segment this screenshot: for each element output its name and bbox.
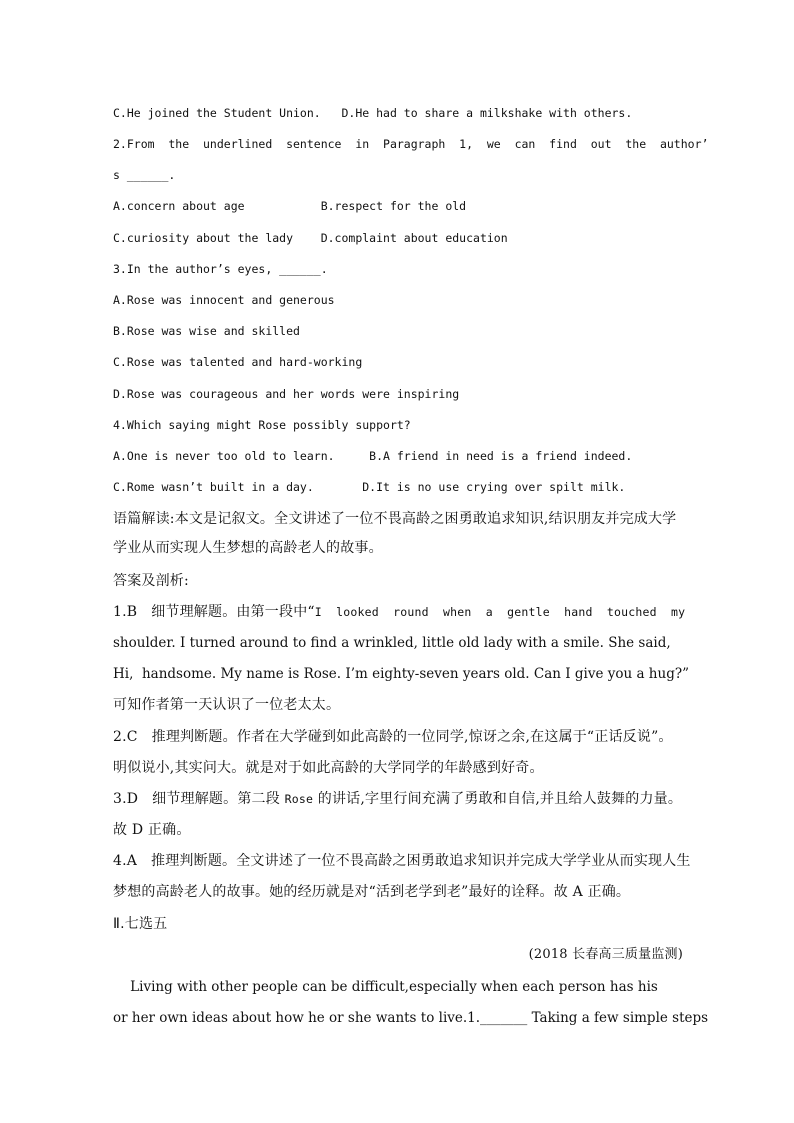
answers-title: 答案及剖析: [113, 573, 189, 589]
q4-options-ab: A.One is never too old to learn. B.A friend in need is a friend indeed. [113, 449, 633, 463]
q2-stem: 2.From the underlined sentence in Paragraph 1, we can find out the author’ [113, 137, 709, 151]
passage-line-2: or her own ideas about how he or she wants to live.1._______ Taking a few simple steps [113, 1010, 709, 1026]
q4-stem: 4.Which saying might Rose possibly support? [113, 418, 411, 432]
answer-3-rose: Rose [284, 792, 314, 806]
answer-1-quote-c: Hi, handsome. My name is Rose. I’m eighty-seven years old. Can I give you a hug?” [113, 666, 689, 682]
passage-line-1: Living with other people can be difficult,especially when each person has his [113, 979, 658, 995]
q2-options-ab: A.concern about age B.respect for the old [113, 199, 467, 213]
q2-options-cd: C.curiosity about the lady D.complaint about education [113, 231, 508, 245]
answer-1-prefix: 1.B 细节理解题。由第一段中“ [113, 604, 315, 620]
answer-2-line-1: 2.C 推理判断题。作者在大学碰到如此高龄的一位同学,惊讶之余,在这属于“正话反说”。 [113, 729, 673, 745]
q2-stem-continued: s ______. [113, 168, 176, 182]
answer-3-line-1 [113, 788, 682, 810]
q3-option-d: D.Rose was courageous and her words were inspiring [113, 387, 460, 401]
q1-options-cd: C.He joined the Student Union. D.He had to share a milkshake with others. [113, 106, 633, 120]
answer-1-tail: 可知作者第一天认识了一位老太太。 [113, 697, 341, 713]
answer-2-line-2: 明似说小,其实问大。就是对于如此高龄的大学同学的年龄感到好奇。 [113, 760, 544, 776]
answer-4-line-2: 梦想的高龄老人的故事。她的经历就是对“活到老学到老”最好的诠释。故 A 正确。 [113, 884, 631, 900]
answer-3-post: 的讲话,字里行间充满了勇敢和自信,并且给人鼓舞的力量。 [313, 791, 683, 807]
answer-1-quote-a: I looked round when a gentle hand touched my [314, 605, 686, 619]
q4-options-cd: C.Rome wasn’t built in a day. D.It is no use crying over spilt milk. [113, 480, 626, 494]
q3-option-a: A.Rose was innocent and generous [113, 293, 335, 307]
summary-line-1: 语篇解读:本文是记叙文。全文讲述了一位不畏高龄之困勇敢追求知识,结识朋友并完成大学 [113, 511, 677, 527]
answer-1-quote-b: shoulder. I turned around to find a wrinkled, little old lady with a smile. She said, [113, 635, 671, 651]
answer-4-line-1: 4.A 推理判断题。全文讲述了一位不畏高龄之困勇敢追求知识并完成大学学业从而实现人生 [113, 853, 691, 869]
q3-stem: 3.In the author’s eyes, ______. [113, 262, 328, 276]
summary-line-2: 学业从而实现人生梦想的高龄老人的故事。 [113, 540, 383, 556]
q3-option-b: B.Rose was wise and skilled [113, 324, 300, 338]
answer-1-line-1 [113, 601, 685, 623]
section-title: Ⅱ.七选五 [113, 916, 168, 932]
source-note: (2018 长春高三质量监测) [528, 947, 683, 962]
answer-3-pre: 3.D 细节理解题。第二段 [113, 791, 285, 807]
q3-option-c: C.Rose was talented and hard-working [113, 355, 363, 369]
answer-3-line-2: 故 D 正确。 [113, 822, 191, 838]
